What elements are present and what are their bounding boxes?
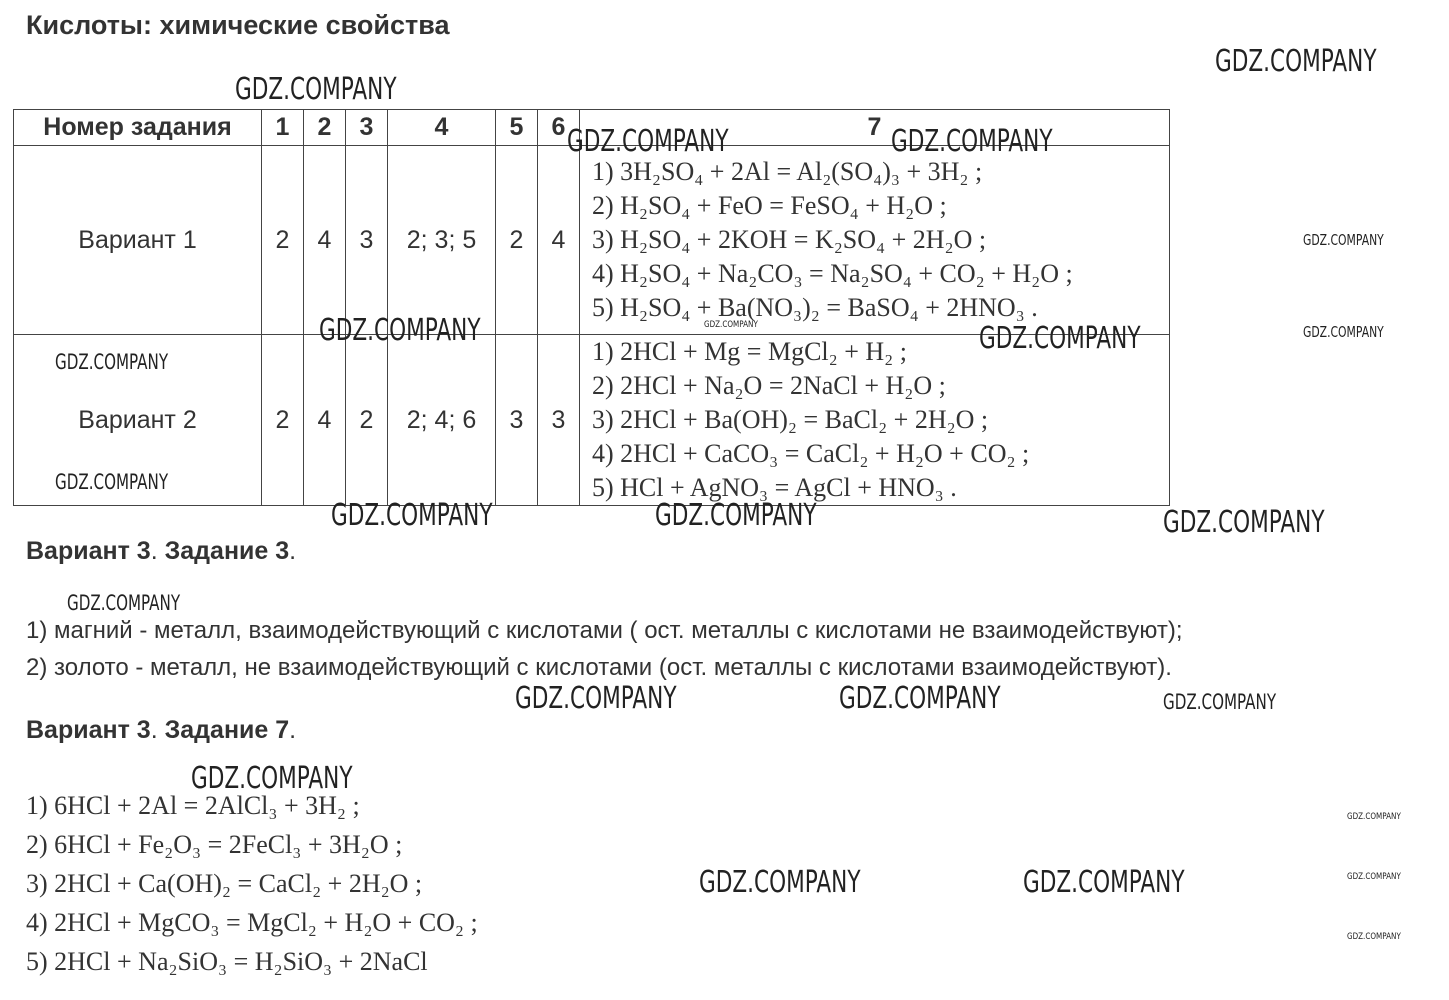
header-cell: 4 [388, 110, 496, 146]
equation-line: 5) HCl + AgNO₃ = AgCl + HNO₃ . [592, 473, 957, 502]
header-cell: 3 [346, 110, 388, 146]
watermark: GDZ.COMPANY [1347, 932, 1401, 942]
equation-line: 3) 2HCl + Ba(OH)₂ = BaCl₂ + 2H₂O ; [592, 405, 989, 434]
watermark: GDZ.COMPANY [191, 761, 353, 796]
answer-line: 1) магний - металл, взаимодействующий с кислотами ( ост. металлы с кислотами не взаимодействуют); [26, 617, 1183, 644]
watermark: GDZ.COMPANY [1023, 865, 1185, 900]
watermark: GDZ.COMPANY [1215, 44, 1377, 79]
answer-cell: 4 [538, 146, 580, 335]
header-cell: Номер задания [14, 110, 262, 146]
variant-cell: Вариант 2 [14, 335, 262, 506]
equation-line: 4) H₂SO₄ + Na₂CO₃ = Na₂SO₄ + CO₂ + H₂O ; [592, 259, 1073, 288]
answers-table [13, 109, 1170, 506]
watermark: GDZ.COMPANY [515, 681, 677, 716]
section-heading: Вариант 3. Задание 3. [26, 537, 297, 565]
answer-cell: 2 [262, 335, 304, 506]
equations-cell [580, 146, 1170, 335]
watermark: GDZ.COMPANY [1163, 505, 1325, 540]
answer-line: 2) золото - металл, не взаимодействующий с кислотами (ост. металлы с кислотами взаимодействуют). [26, 654, 1172, 681]
answer-cell: 3 [346, 146, 388, 335]
header-cell: 6 [538, 110, 580, 146]
section-heading: Вариант 3. Задание 7. [26, 716, 297, 744]
watermark: GDZ.COMPANY [655, 498, 817, 533]
watermark: GDZ.COMPANY [319, 313, 481, 348]
watermark: GDZ.COMPANY [979, 321, 1141, 356]
watermark: GDZ.COMPANY [567, 124, 729, 159]
equation-line: 4) 2HCl + MgCO₃ = MgCl₂ + H₂O + CO₂ ; [26, 908, 478, 937]
answer-cell: 4 [304, 146, 346, 335]
equation-line: 4) 2HCl + CaCO₃ = CaCl₂ + H₂O + CO₂ ; [592, 439, 1030, 468]
answer-cell: 2; 4; 6 [388, 335, 496, 506]
watermark: GDZ.COMPANY [891, 124, 1053, 159]
header-cell: 1 [262, 110, 304, 146]
equation-line: 2) 6HCl + Fe₂O₃ = 2FeCl₃ + 3H₂O ; [26, 830, 403, 859]
answer-cell: 3 [496, 335, 538, 506]
watermark: GDZ.COMPANY [839, 681, 1001, 716]
header-cell: 5 [496, 110, 538, 146]
answer-cell: 2 [346, 335, 388, 506]
equation-line: 1) 6HCl + 2Al = 2AlCl₃ + 3H₂ ; [26, 791, 360, 820]
equation-line: 2) 2HCl + Na₂O = 2NaCl + H₂O ; [592, 371, 946, 400]
equations-cell [580, 335, 1170, 506]
watermark: GDZ.COMPANY [1163, 690, 1277, 714]
page-title: Кислоты: химические свойства [26, 10, 450, 40]
answer-cell: 3 [538, 335, 580, 506]
variant-cell: Вариант 1 [14, 146, 262, 335]
watermark: GDZ.COMPANY [55, 470, 169, 494]
equation-line: 5) 2HCl + Na₂SiO₃ = H₂SiO₃ + 2NaCl [26, 947, 428, 976]
answer-cell: 2 [262, 146, 304, 335]
answer-cell: 4 [304, 335, 346, 506]
answer-cell: 2 [496, 146, 538, 335]
equation-line: 1) 3H₂SO₄ + 2Al = Al₂(SO₄)₃ + 3H₂ ; [592, 157, 983, 186]
answer-cell: 2; 3; 5 [388, 146, 496, 335]
watermark: GDZ.COMPANY [1347, 872, 1401, 882]
watermark: GDZ.COMPANY [235, 72, 397, 107]
watermark: GDZ.COMPANY [1347, 812, 1401, 822]
equation-line: 1) 2HCl + Mg = MgCl₂ + H₂ ; [592, 337, 907, 366]
equation-line: 2) H₂SO₄ + FeO = FeSO₄ + H₂O ; [592, 191, 947, 220]
watermark: GDZ.COMPANY [55, 350, 169, 374]
equation-line: 3) H₂SO₄ + 2KOH = K₂SO₄ + 2H₂O ; [592, 225, 987, 254]
watermark: GDZ.COMPANY [331, 498, 493, 533]
watermark: GDZ.COMPANY [704, 320, 758, 330]
equations-list [26, 786, 478, 981]
header-cell: 2 [304, 110, 346, 146]
watermark: GDZ.COMPANY [1303, 231, 1384, 249]
header-cell: 7 [580, 110, 1170, 146]
watermark: GDZ.COMPANY [1303, 323, 1384, 341]
equation-line: 5) H₂SO₄ + Ba(NO₃)₂ = BaSO₄ + 2HNO₃ . [592, 293, 1038, 322]
watermark: GDZ.COMPANY [67, 591, 181, 615]
equation-line: 3) 2HCl + Ca(OH)₂ = CaCl₂ + 2H₂O ; [26, 869, 423, 898]
watermark: GDZ.COMPANY [699, 865, 861, 900]
table-row [14, 335, 1170, 506]
table-row [14, 146, 1170, 335]
